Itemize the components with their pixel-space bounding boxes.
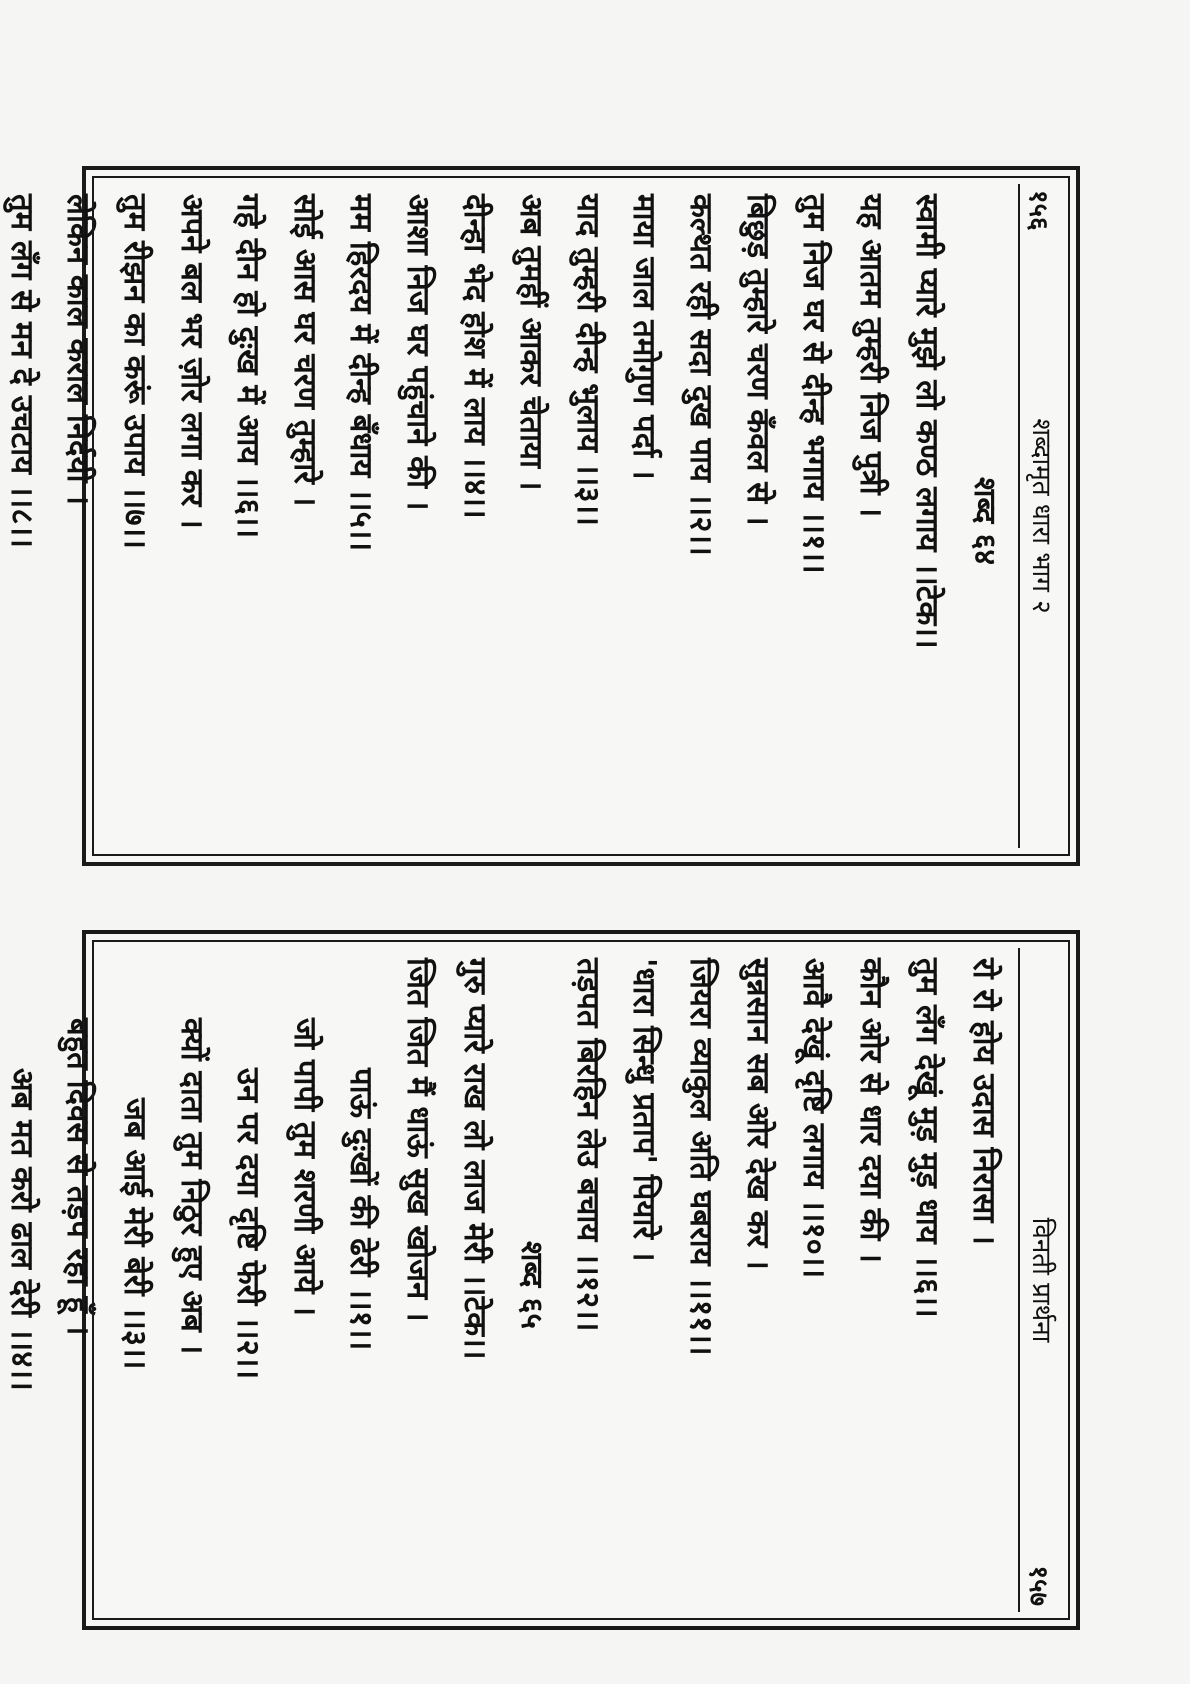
page-156-content <box>3 170 1076 862</box>
verse-line: क्यों दाता तुम निठुर हुए अब । <box>173 1018 210 1355</box>
running-head: विनती प्रार्थना <box>1026 1217 1056 1343</box>
page-body <box>3 958 1012 1612</box>
verse-line: सोई आस घर चरण तुम्हारे । <box>286 194 323 507</box>
verse-line: मम हिरदय में दीन्ह बँधाय ।।५।। <box>343 194 380 552</box>
verse-line: तुम लँग से मन दे उचटाय ।।८।। <box>3 194 40 549</box>
page-header <box>1018 184 1066 848</box>
verse-line: उन पर दया दृष्टि फेरी ।।२।। <box>230 1068 267 1380</box>
verse-line: कौन ओर से धार दया की । <box>852 958 889 1263</box>
verse-line: लेकिन काल कराल निर्दयी । <box>60 194 97 506</box>
verse-line: आशा निज घर पहुंचाने की । <box>400 194 437 511</box>
verse-line: रो रो होय उदास निरासा । <box>966 958 1002 1245</box>
page-157-content <box>3 934 1076 1626</box>
verse-line: बहुत दिवस से तड़प रहा हूँ । <box>60 1018 97 1336</box>
page-number: १५६ <box>1023 190 1053 231</box>
verse-line: अपने बल भर ज़ोर लगा कर । <box>173 194 210 529</box>
page-156 <box>3 166 1080 866</box>
verse-line: 'धारा सिन्धु प्रताप' पियारे । <box>626 958 663 1262</box>
page-number: १५७ <box>1023 1565 1053 1606</box>
verse-line: कल्थत रही सदा दुख पाय ।।२।। <box>683 194 720 556</box>
verse-line: अब मत करो ढाल देरी ।।४।। <box>3 1068 40 1391</box>
verse-line: सुन्नसान सब ओर देख कर । <box>739 958 776 1270</box>
verse-line: तुम निज घर से दीन्ह भगाय ।।१।। <box>796 194 833 574</box>
page-body <box>3 194 1012 848</box>
verse-line: दीन्हा भेद होश में लाय ।।४।। <box>456 194 493 519</box>
shabd-title: शब्द ६४ <box>967 477 1002 565</box>
shabd-title: शब्द ६५ <box>514 1241 550 1329</box>
verse-line: जब आई मेरी बेरी ।।३।। <box>117 1098 154 1370</box>
verse-line: गुरु प्यारे राख लो लाज मेरी ।।टेक।। <box>456 958 493 1360</box>
page-157 <box>3 930 1080 1630</box>
verse-line: यह आतम तुम्हरी निज पुत्री । <box>852 194 889 518</box>
verse-line: तुम लँग देखूं मुड़ मुड़ धाय ।।६।। <box>909 958 946 1318</box>
verse-line: बिछुड़ तुम्हारे चरण कँवल से । <box>739 194 776 526</box>
running-head: शब्दामृत धारा भाग २ <box>1026 418 1056 614</box>
verse-line: माया जाल तमोगुण पर्दा । <box>626 194 663 480</box>
verse-line: गहे दीन हो दुःख में आय ।।६।। <box>230 194 267 539</box>
page-header <box>1018 948 1066 1612</box>
verse-line: पाऊं दुःखों की ढेरी ।।१।। <box>343 1068 380 1351</box>
verse-line: स्वामी प्यारे मुझे लो कण्ठ लगाय ।।टेक।। <box>909 194 946 649</box>
verse-line: जियरा व्याकुल अति घबराय ।।११।। <box>683 958 720 1356</box>
verse-line: तुम रीझन का करूं उपाय ।।७।। <box>117 194 154 549</box>
verse-line: आवै देखूं दृष्टि लगाय ।।१०।। <box>796 958 833 1279</box>
verse-line: जित जित मैं धाऊं सुख खोजन । <box>400 958 437 1322</box>
verse-line: तड़पत बिरहिन लेउ बचाय ।।१२।। <box>569 958 606 1332</box>
verse-line: याद तुम्हरी दीन्ह भुलाय ।।३।। <box>569 194 606 526</box>
verse-line: जो पापी तुम शरणी आये । <box>286 1018 323 1317</box>
verse-line: अब तुमहीं आकर चेताया । <box>513 194 550 491</box>
